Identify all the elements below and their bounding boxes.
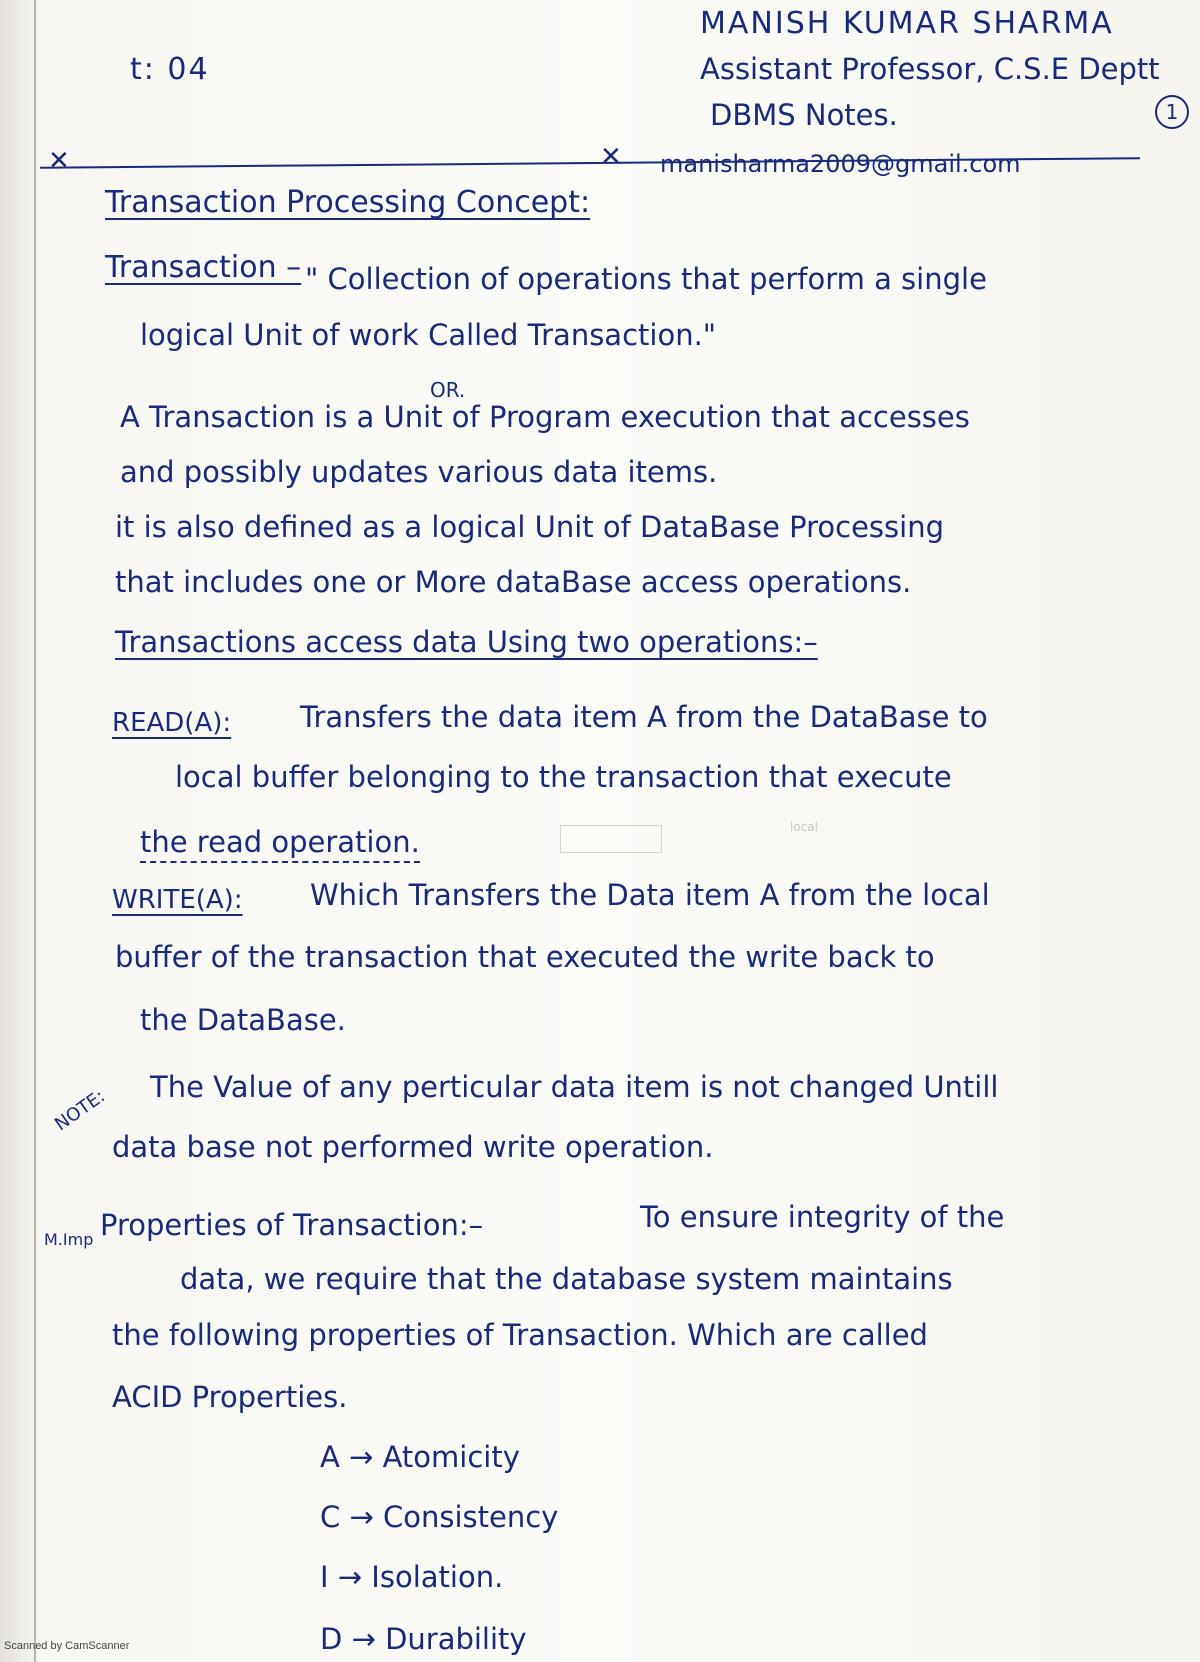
author-email: manisharma2009@gmail.com xyxy=(660,150,1021,178)
definition-2-line-1: A Transaction is a Unit of Program execution that accesses xyxy=(120,400,970,434)
faint-sketch-box xyxy=(560,825,662,853)
acid-item: A → Atomicity xyxy=(320,1440,520,1474)
faint-sketch-label: local xyxy=(790,820,818,834)
read-line-1: Transfers the data item A from the DataBase to xyxy=(300,700,988,734)
properties-heading: Properties of Transaction:– xyxy=(100,1208,484,1242)
read-line-3: the read operation. xyxy=(140,825,420,863)
access-heading: Transactions access data Using two operations:– xyxy=(115,625,818,659)
or-label: OR. xyxy=(430,378,466,402)
definition-3-line-2: that includes one or More dataBase access operations. xyxy=(115,565,912,599)
write-line-3: the DataBase. xyxy=(140,1003,346,1037)
acid-item: I → Isolation. xyxy=(320,1560,504,1594)
properties-line-4: ACID Properties. xyxy=(112,1380,348,1414)
rule-cross-left: ✕ xyxy=(48,146,70,176)
read-line-2: local buffer belonging to the transaction that execute xyxy=(175,760,952,794)
definition-2-line-2: and possibly updates various data items. xyxy=(120,455,718,489)
read-label: READ(A): xyxy=(112,708,232,738)
subject-title: DBMS Notes. xyxy=(710,98,898,132)
write-line-2: buffer of the transaction that executed the write back to xyxy=(115,940,935,974)
write-label: WRITE(A): xyxy=(112,885,243,915)
section-heading: Transaction Processing Concept: xyxy=(105,185,591,220)
transaction-label: Transaction – xyxy=(105,250,302,285)
page-number: 1 xyxy=(1155,95,1189,129)
note-line-1: The Value of any perticular data item is not changed Untill xyxy=(150,1070,999,1104)
unit-label: t: 04 xyxy=(130,52,210,87)
properties-line-3: the following properties of Transaction. Which are called xyxy=(112,1318,928,1352)
scanner-watermark: Scanned by CamScanner xyxy=(4,1640,130,1652)
definition-1-line-1: " Collection of operations that perform a single xyxy=(305,262,987,296)
properties-line-1: To ensure integrity of the xyxy=(640,1200,1005,1234)
page-margin-line xyxy=(34,0,36,1662)
properties-line-2: data, we require that the database system maintains xyxy=(180,1262,953,1296)
write-line-1: Which Transfers the Data item A from the local xyxy=(310,878,990,912)
note-label: NOTE: xyxy=(51,1085,110,1136)
acid-item: D → Durability xyxy=(320,1622,527,1656)
definition-1-line-2: logical Unit of work Called Transaction." xyxy=(140,318,717,352)
rule-cross-mid: ✕ xyxy=(600,142,622,172)
note-line-2: data base not performed write operation. xyxy=(112,1130,714,1164)
definition-3-line-1: it is also defined as a logical Unit of DataBase Processing xyxy=(115,510,944,544)
important-margin-mark: M.Imp xyxy=(44,1230,94,1249)
acid-item: C → Consistency xyxy=(320,1500,559,1534)
author-designation: Assistant Professor, C.S.E Deptt xyxy=(700,52,1160,86)
author-name: MANISH KUMAR SHARMA xyxy=(700,6,1114,41)
